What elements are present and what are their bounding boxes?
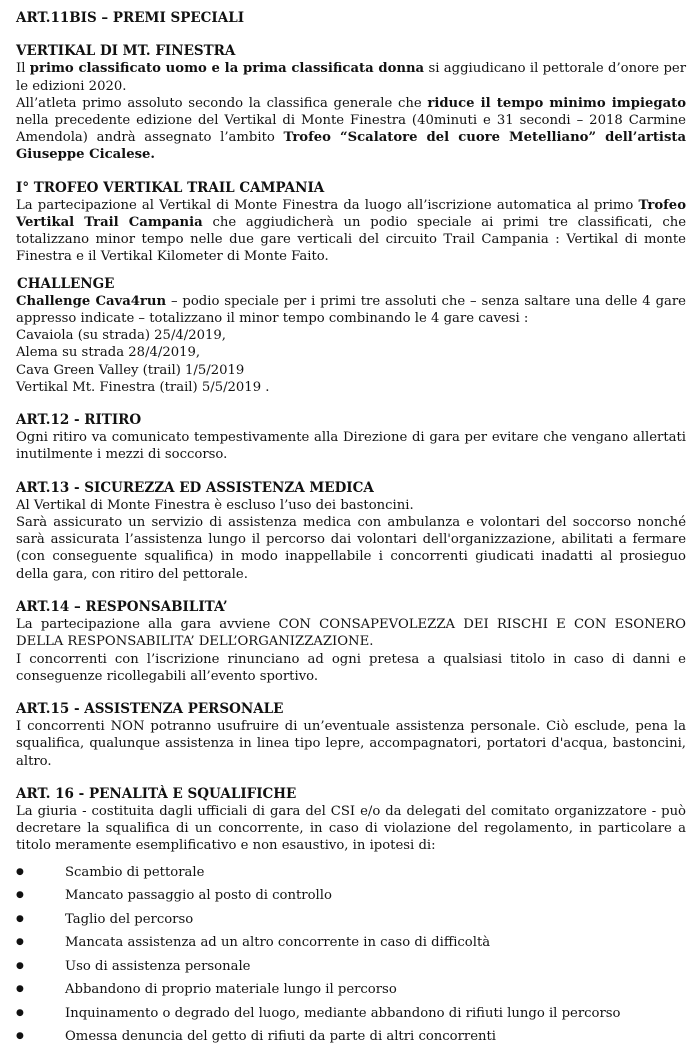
section-title-art13: ART.13 - SICUREZZA ED ASSISTENZA MEDICA [16,479,374,496]
text: nella precedente edizione del Vertikal di Monte Finestra (40minuti e 31 secondi – 2018 Carmine Amendola) andrà assegnato l’ambito [16,113,686,146]
bold-text: riduce il tempo minimo impiegato [427,95,686,111]
paragraph-bastoncini: Al Vertikal di Monte Finestra è escluso l’uso dei bastoncini. [16,497,414,513]
list-item: ● Inquinamento o degrado del luogo, mediante abbandono di rifiuti lungo il percorso [16,1002,686,1026]
penalty-list [16,861,686,1049]
text: – podio speciale per i primi tre assoluti che – senza saltare una delle 4 gare appresso indicate – totalizzano il minor tempo combinando le 4 gare cavesi : [16,293,686,327]
list-item: ● Abbandono di proprio materiale lungo il percorso [16,978,686,1002]
section-title-art11bis: ART.11BIS – PREMI SPECIALI [16,10,245,26]
paragraph-ritiro: Ogni ritiro va comunicato tempestivamente alla Direzione di gara per evitare che vengano allertati inutilmente i mezzi di soccorso. [16,430,686,463]
section-title-art16: ART. 16 - PENALITÀ E SQUALIFICHE [16,785,297,802]
list-item: ● Mancato passaggio al posto di controllo [16,884,686,908]
race-item: Vertikal Mt. Finestra (trail) 5/5/2019 . [16,379,270,395]
text: Il [16,61,30,77]
paragraph-challenge [16,293,686,327]
bold-text: Trofeo “Scalatore del cuore Metelliano” dell’artista Giuseppe Cicalese. [16,130,687,163]
bold-text: Challenge Cava4run [16,293,167,309]
list-item: ● Uso di assistenza personale [16,955,686,979]
text: si aggiudicano il pettorale d’onore per le edizioni 2020. [16,61,687,94]
list-item: ● Omessa denuncia del getto di rifiuti da parte di altri concorrenti [16,1025,686,1049]
paragraph-trofeo-scalatore [16,95,686,164]
text: All’atleta primo assoluto secondo la classifica generale che [16,95,428,111]
section-title-art14: ART.14 – RESPONSABILITA’ [16,598,228,615]
text: che aggiudicherà un podio speciale ai primi tre classificati, che totalizzano minor tempo nelle due gare verticali del circuito Trail Campania : Vertikal di monte Finestra e il Vertikal Kilometer di Monte Faito. [16,215,686,265]
paragraph-assistenza-medica: Sarà assicurato un servizio di assistenza medica con ambulanza e volontari del soccorso nonché sarà assicurata l’assistenza lungo il percorso dai volontari dell'organizzazione, abilitati a fermare (con conseguente squalifica) in modo inappellabile i concorrenti giudicati inadatti al prosieguo della gara, con ritiro del pettorale. [16,515,686,582]
paragraph-pettorale-onore [16,60,686,94]
paragraph-trofeo [16,197,686,266]
bold-text: primo classificato uomo e la prima classificata donna [29,61,425,77]
paragraph-penalita: La giuria - costituita dagli ufficiali di gara del CSI e/o da delegati del comitato organizzatore - può decretare la squalifica di un concorrente, in caso di violazione del regolamento, in particolare a titolo meramente esemplificativo e non esaustivo, in ipotesi di: [16,803,686,854]
list-item: ● Mancata assistenza ad un altro concorrente in caso di difficoltà [16,931,686,955]
document-page [16,10,686,1049]
race-item: Cava Green Valley (trail) 1/5/2019 [16,362,245,378]
section-title-trofeo: I° TROFEO VERTIKAL TRAIL CAMPANIA [16,179,325,196]
section-title-art15: ART.15 - ASSISTENZA PERSONALE [16,700,284,717]
paragraph-responsabilita-1: La partecipazione alla gara avviene CON CONSAPEVOLEZZA DEI RISCHI E CON ESONERO DELLA RESPONSABILITA’ DELL’ORGANIZZAZIONE. [16,617,686,650]
bold-text: Trofeo Vertikal Trail Campania [16,197,686,231]
race-item: Alema su strada 28/4/2019, [16,345,201,361]
paragraph-assistenza-personale: I concorrenti NON potranno usufruire di un’eventuale assistenza personale. Ciò esclude, pena la squalifica, qualunque assistenza in linea tipo lepre, accompagnatori, portatori d'acqua, bastoncini, altro. [16,719,686,769]
race-item: Cavaiola (su strada) 25/4/2019, [16,328,226,344]
list-item: ● Scambio di pettorale [16,861,686,885]
list-item: ● Taglio del percorso [16,908,686,932]
section-title-art12: ART.12 - RITIRO [16,412,142,429]
paragraph-responsabilita-2: I concorrenti con l’iscrizione rinunciano ad ogni pretesa a qualsiasi titolo in caso di danni e conseguenze ricollegabili all’evento sportivo. [16,651,686,684]
subsection-title-vertikal: VERTIKAL DI MT. FINESTRA [16,43,236,60]
text: La partecipazione al Vertikal di Monte Finestra da luogo all’iscrizione automatica al primo [16,197,639,213]
section-title-challenge: CHALLENGE [17,275,115,292]
